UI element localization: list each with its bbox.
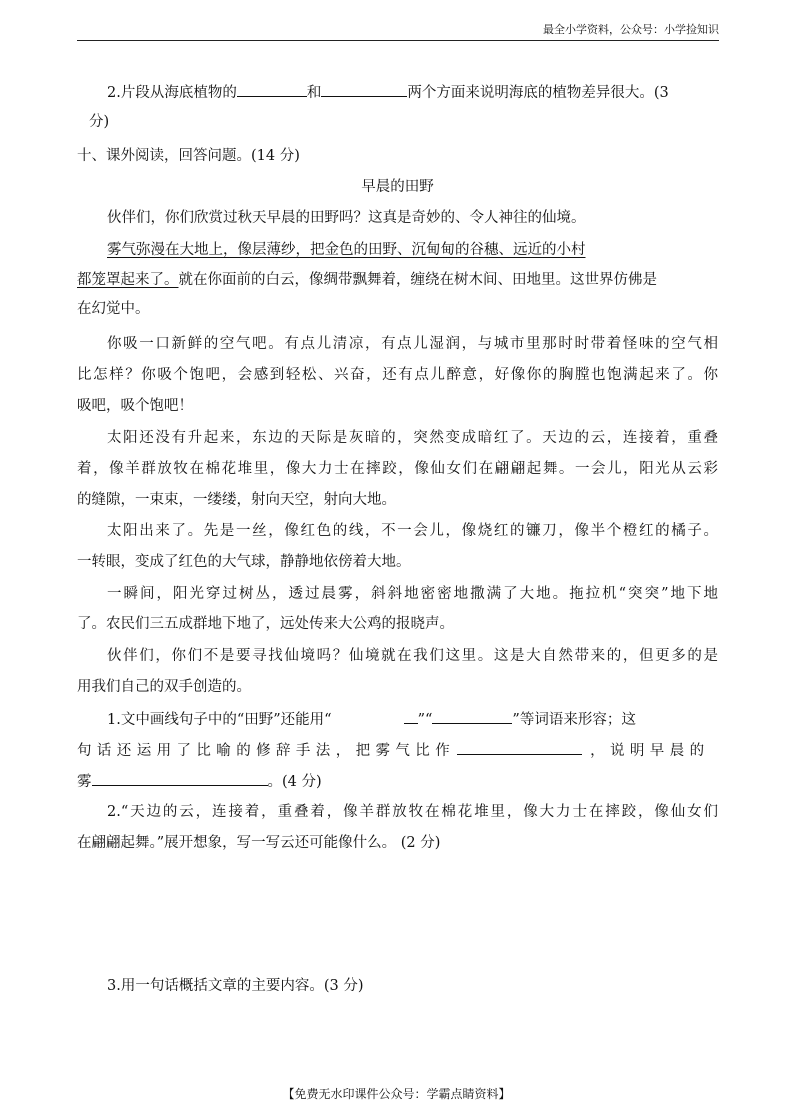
answer-blank[interactable] [457,740,582,755]
question-text: 2.片段从海底植物的 [107,85,237,101]
article-paragraph-line: 太阳还没有升起来，东边的天际是灰暗的，突然变成暗红了。天边的云，连接着，重叠 [107,430,718,446]
answer-area[interactable] [77,1004,718,1074]
answer-area[interactable] [77,860,718,960]
question-1-line [77,740,710,761]
answer-blank[interactable] [332,710,404,724]
section-title: 十、课外阅读，回答问题。(14 分) [77,148,300,164]
answer-blank[interactable] [321,82,407,97]
underlined-sentence: 雾气弥漫在大地上，像层薄纱，把金色的田野、沉甸甸的谷穗、远近的小村 [107,242,586,258]
question-text: 雾 [77,774,92,790]
answer-blank[interactable] [92,771,268,786]
question-2-text: 2.“天边的云，连接着，重叠着，像羊群放牧在棉花堆里，像大力士在摔跤，像仙女们 [107,804,718,820]
article-paragraph-line: 太阳出来了。先是一丝，像红色的线，不一会儿，像烧红的镰刀，像半个橙红的橘子。 [107,523,718,539]
question-text: ”等词语来形容；这 [512,712,636,728]
article-paragraph: 伙伴们，你们欣赏过秋天早晨的田野吗？这真是奇妙的、令人神往的仙境。 [107,210,586,226]
article-paragraph-line: 伙伴们，你们不是要寻找仙境吗？仙境就在我们这里。这是大自然带来的，但更多的是 [107,648,718,664]
article-paragraph-line: 的缝隙，一束束，一缕缕，射向天空，射向大地。 [77,492,396,508]
question-text: ”“ [417,712,433,728]
underlined-sentence: 都笼罩起来了。 [77,272,179,288]
article-paragraph-line: 在幻觉中。 [77,301,150,317]
question-text: ，说明早晨的 [590,743,710,759]
article-paragraph-line [77,270,657,290]
question-2-text: 在翩翩起舞。”展开想象，写一写云还可能像什么。 (2 分) [77,835,441,851]
article-paragraph-line: 着，像羊群放牧在棉花堆里，像大力士在摔跤，像仙女们在翩翩起舞。一会儿，阳光从云彩 [77,461,718,477]
article-paragraph-line: 吸吧，吸个饱吧！ [77,398,193,414]
question-2-line [107,82,669,103]
article-paragraph-line: 用我们自己的双手创造的。 [77,679,251,695]
question-text: 。(4 分) [267,774,322,790]
question-text: 两个方面来说明海底的植物差异很大。(3 [407,85,669,101]
article-paragraph-line: 了。农民们三五成群地下地了，远处传来大公鸡的报晓声。 [77,616,454,632]
paragraph-text: 就在你面前的白云，像绸带飘舞着，缠绕在树木间、田地里。这世界仿佛是 [178,272,657,288]
question-2-continuation: 分) [89,114,110,130]
answer-blank-underline [404,709,418,724]
answer-blank[interactable] [237,82,307,97]
question-1-line [77,771,322,792]
article-title: 早晨的田野 [361,179,434,195]
question-1-line [107,709,636,730]
question-text: 句话还运用了比喻的修辞手法，把雾气比作 [77,743,456,759]
article-paragraph-line: 你吸一口新鲜的空气吧。有点儿清凉，有点儿湿润，与城市里那时时带着怪味的空气相 [107,336,718,352]
answer-blank[interactable] [432,709,512,724]
question-text: 1.文中画线句子中的“田野”还能用“ [107,712,332,728]
article-paragraph-line: 一转眼，变成了红色的大气球，静静地依傍着大地。 [77,554,411,570]
question-text: 和 [306,85,322,101]
article-paragraph-line: 比怎样？你吸个饱吧，会感到轻松、兴奋，还有点儿醉意，好像你的胸膛也饱满起来了。你 [77,367,718,383]
page-footer: 【免费无水印课件公众号：学霸点睛资料】 [282,1087,511,1101]
article-paragraph-line: 一瞬间，阳光穿过树丛，透过晨雾，斜斜地密密地撒满了大地。拖拉机“突突”地下地 [107,586,718,602]
page-header: 最全小学资料，公众号：小学捡知识 [77,22,719,41]
question-3-text: 3.用一句话概括文章的主要内容。(3 分) [107,978,364,994]
